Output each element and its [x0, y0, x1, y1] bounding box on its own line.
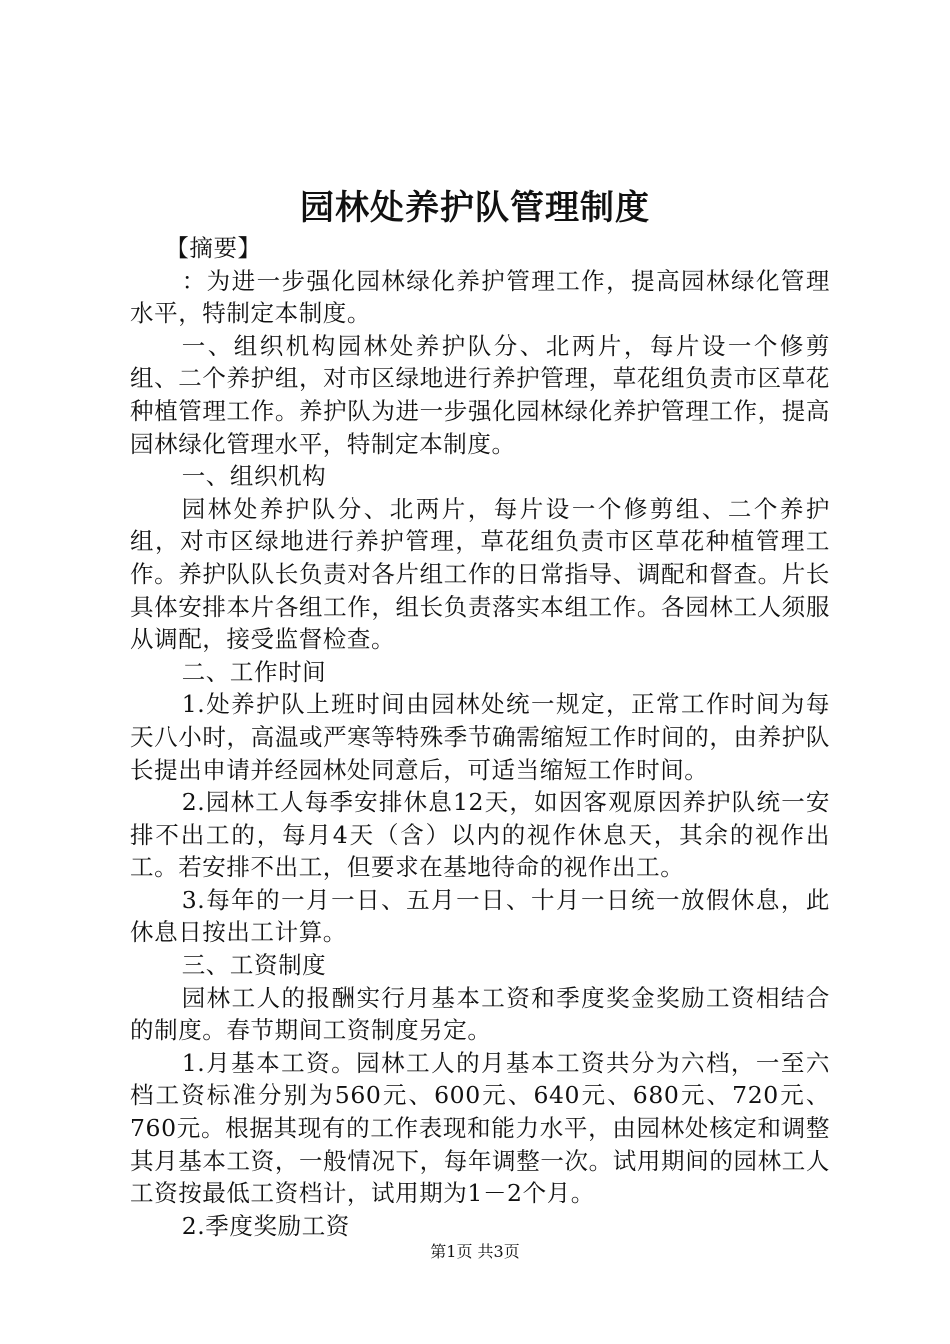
paragraph-work-time-2: 2.园林工人每季安排休息12天，如因客观原因养护队统一安排不出工的，每月4天（含）以内的视作休息天，其余的视作出工。若安排不出工，但要求在基地待命的视作出工。: [130, 788, 830, 882]
paragraph-wages-1: 1.月基本工资。园林工人的月基本工资共分为六档，一至六档工资标准分别为560元、600元、640元、680元、720元、760元。根据其现有的工作表现和能力水平，由园林处核定和调整其月基本工资，一般情况下，每年调整一次。试用期间的园林工人工资按最低工资档计，试用期为1－2个月。: [130, 1048, 830, 1208]
paragraph-work-time-3: 3.每年的一月一日、五月一日、十月一日统一放假休息，此休息日按出工计算。: [130, 885, 830, 947]
abstract-heading: 【摘要】: [165, 234, 262, 262]
paragraph-wages-2: 2.季度奖励工资: [181, 1211, 350, 1240]
document-body: [130, 232, 830, 1242]
section-heading-work-time: 二、工作时间: [181, 657, 327, 686]
paragraph-work-time-1: 1.处养护队上班时间由园林处统一规定，正常工作时间为每天八小时，高温或严寒等特殊季节确需缩短工作时间的，由养护队长提出申请并经园林处同意后，可适当缩短工作时间。: [130, 690, 830, 784]
paragraph-wages-intro: 园林工人的报酬实行月基本工资和季度奖金奖励工资相结合的制度。春节期间工资制度另定。: [130, 983, 830, 1045]
section-heading-wages: 三、工资制度: [181, 951, 327, 980]
paragraph-abstract: ：为进一步强化园林绿化养护管理工作，提高园林绿化管理水平，特制定本制度。: [130, 266, 830, 328]
paragraph-summary: 一、组织机构园林处养护队分、北两片，每片设一个修剪组、二个养护组，对市区绿地进行养护管理，草花组负责市区草花种植管理工作。养护队为进一步强化园林绿化养护管理工作，提高园林绿化管理水平，特制定本制度。: [130, 331, 830, 458]
document-title: 园林处养护队管理制度: [300, 188, 650, 228]
section-heading-organization: 一、组织机构: [181, 462, 327, 491]
page-number-footer: 第1页 共3页: [430, 1242, 520, 1261]
paragraph-organization: 园林处养护队分、北两片，每片设一个修剪组、二个养护组，对市区绿地进行养护管理，草花组负责市区草花种植管理工作。养护队队长负责对各片组工作的日常指导、调配和督查。片长具体安排本片各组工作，组长负责落实本组工作。各园林工人须服从调配，接受监督检查。: [130, 494, 830, 654]
